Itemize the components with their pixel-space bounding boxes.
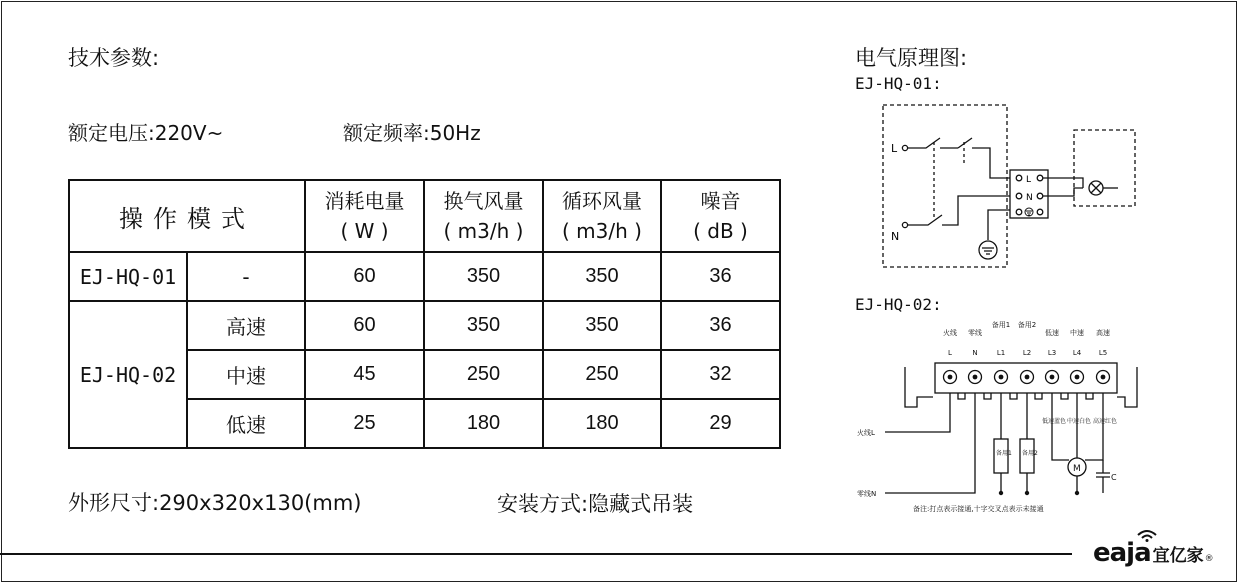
noise-cell: 32	[661, 350, 780, 399]
terminal-label: 中速	[1070, 329, 1084, 337]
speed-cell: 低速	[187, 399, 305, 448]
circulation-cell: 350	[543, 252, 661, 301]
table-row	[69, 301, 780, 350]
exchange-cell: 350	[424, 252, 543, 301]
noise-cell: 36	[661, 252, 780, 301]
rated-voltage: 额定电压:220V~	[68, 121, 224, 145]
terminal-label: 火线	[943, 329, 957, 337]
block-L-label: L	[1026, 175, 1032, 185]
model-cell: EJ-HQ-01	[69, 252, 187, 301]
live-wire-label: 火线L	[857, 429, 875, 437]
noise-cell: 29	[661, 399, 780, 448]
high-wire-label: 高速红色	[1093, 418, 1118, 425]
diagram2-model: EJ-HQ-02:	[855, 295, 942, 314]
terminal-label: 低速	[1045, 329, 1059, 337]
noise-cell: 36	[661, 301, 780, 350]
exchange-cell: 250	[424, 350, 543, 399]
terminal-code: L2	[1022, 349, 1032, 357]
header-noise: 噪音 ( dB )	[661, 180, 780, 252]
model-cell: EJ-HQ-02	[69, 301, 187, 448]
neutral-wire-label: 零线N	[857, 490, 877, 498]
circulation-cell: 180	[543, 399, 661, 448]
motor-label: M	[1073, 464, 1081, 474]
power-cell: 60	[305, 301, 424, 350]
low-wire-label: 低速蓝色	[1042, 418, 1067, 425]
header-exchange: 换气风量 ( m3/h )	[424, 180, 543, 252]
table-row	[69, 252, 780, 301]
lamp-box	[1074, 130, 1135, 206]
spare2-label: 备用2	[1022, 450, 1038, 457]
terminal-code: L1	[996, 349, 1006, 357]
wiring-diagram-2	[855, 315, 1155, 520]
header-power: 消耗电量 ( W )	[305, 180, 424, 252]
footer-rule	[0, 553, 1072, 555]
spec-table	[68, 179, 781, 449]
block-N-label: N	[1026, 193, 1033, 203]
terminal-N-label: N	[891, 230, 900, 243]
wiring-note: 备注:打点表示接通,十字交叉点表示未接通	[913, 505, 1044, 513]
tech-params-title: 技术参数:	[68, 46, 160, 70]
mode-header: 操作模式	[69, 180, 305, 252]
wiring-title: 电气原理图:	[855, 46, 968, 70]
terminal-code: L4	[1072, 349, 1082, 357]
terminal-code: N	[972, 349, 978, 357]
capacitor-label: C	[1111, 473, 1117, 482]
spare1-label: 备用1	[996, 450, 1012, 457]
terminal-L-label: L	[891, 142, 898, 155]
exchange-cell: 350	[424, 301, 543, 350]
diagram1-model: EJ-HQ-01:	[855, 74, 942, 93]
installation-method: 安装方式:隐藏式吊装	[497, 492, 694, 516]
mid-wire-label: 中速白色	[1067, 418, 1092, 425]
power-cell: 25	[305, 399, 424, 448]
terminal-label: 高速	[1096, 329, 1110, 337]
wiring-diagram-1	[878, 100, 1140, 272]
brand-logo	[1093, 538, 1214, 568]
terminal-label: 备用2	[1017, 321, 1037, 329]
speed-cell: 中速	[187, 350, 305, 399]
earth-icon	[1025, 208, 1033, 216]
terminal-label: 零线	[968, 329, 982, 337]
terminal-code: L	[948, 349, 952, 357]
terminal-label: 备用1	[991, 321, 1011, 329]
exchange-cell: 180	[424, 399, 543, 448]
dimensions: 外形尺寸:290x320x130(mm)	[68, 491, 362, 515]
circulation-cell: 250	[543, 350, 661, 399]
speed-cell: 高速	[187, 301, 305, 350]
terminal-code: L3	[1047, 349, 1057, 357]
speed-cell: -	[187, 252, 305, 301]
rated-frequency: 额定频率:50Hz	[343, 121, 481, 145]
circulation-cell: 350	[543, 301, 661, 350]
power-cell: 45	[305, 350, 424, 399]
logo-chinese: 宜亿家	[1152, 546, 1204, 566]
enclosure-box	[883, 105, 1007, 267]
power-cell: 60	[305, 252, 424, 301]
logo-latin: eaja	[1093, 538, 1151, 568]
registered-mark: ®	[1204, 554, 1214, 564]
terminal-code: L5	[1098, 349, 1108, 357]
header-circulation: 循环风量 ( m3/h )	[543, 180, 661, 252]
